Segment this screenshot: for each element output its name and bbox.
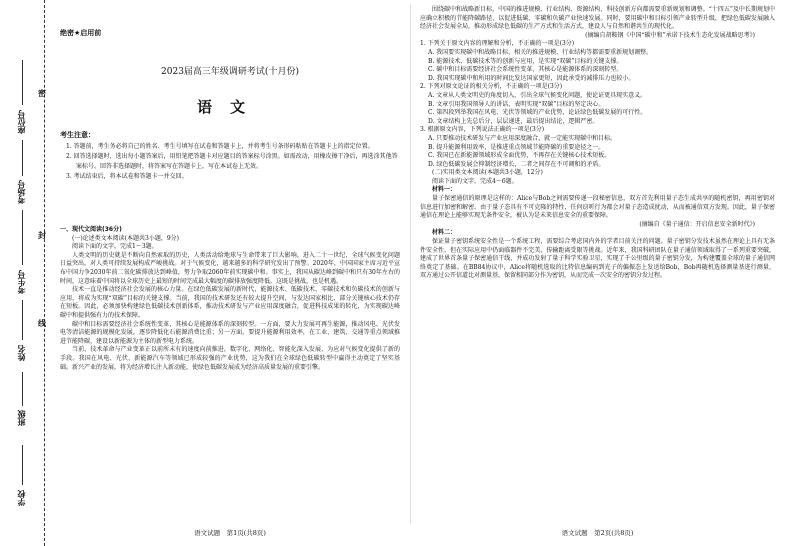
section-one [60, 226, 400, 372]
material-heading: 材料二： [432, 229, 457, 237]
section-heading: 一、现代文阅读(36分) [60, 226, 122, 233]
question-option: A. 只要推动技术研发与产业应用深度融合，就一定能实现碳中和目标。 [428, 134, 617, 142]
notice-heading: 考生注意： [60, 131, 95, 139]
material-paragraph: 保证量子密钥系统安全性是一个系统工程，需要综合考虑国内外的学者目前关注的问题。量子密钥分发技术虽然在理论上具有无条件安全性，但在实际应用中仍面临器件不完美、传输距离受限等挑战。近年来，我国科研团队在量子通信领域取得了一系列重要突破，建成了世界首条量子保密通信干线，并成功发射了量子科学实验卫星，实现了千公里级的量子密钥分发，为构建覆盖全球的量子通信网络奠定了基础。在BB84协议中，Alice将随机选取的比特信息编码到光子的偏振态上发送给Bob，Bob再随机选择测量基进行测量，双方通过公开信道比对测量基，保留相同部分作为密钥，从而完成一次安全的密钥分发过程。 [420, 238, 775, 280]
question-option: C. 碳中和目标需要经济社会系统性变革，其核心是能源体系的深刻转型。 [428, 66, 623, 74]
question-option: D. 绿色低碳发展会抑制经济增长，二者之间存在不可调和的矛盾。 [428, 160, 605, 168]
passage-paragraph: 人类文明的历史就是不断向自然索取的历史，人类活动给地球与生命带来了巨大影响。进入二十一世纪，全球气候变化问题日益突出，对人类可持续发展构成严峻挑战。对于气候变化，越来越多的科学研究发出了预警。2020年，中国国家主席习近平宣布中国力争2030年前二氧化碳排放达到峰值，努力争取2060年前实现碳中和。事实上，我国从碳达峰到碳中和只有30年左右的时间，这意味着中国将以全球历史上最短的时间完成最大幅度的碳排放强度降低。这既是挑战，也是机遇。 [60, 251, 400, 285]
page-divider [410, 4, 411, 524]
school-label: 学校 [17, 490, 26, 506]
name-label: 姓名 [17, 345, 26, 361]
subsection-heading: (一)论述类文本阅读(本题共3小题，9分) [72, 234, 179, 242]
notice-item: 3. 考试结束后，将本试卷和答题卡一并交回。 [66, 173, 188, 180]
reading-instruction: 阅读下面的文字，完成4～6题。 [432, 177, 518, 185]
page-footer-right: 语文试题 第2页(共8页) [561, 529, 634, 537]
notice-item: 1. 答题前，考生务必将自己的姓名、考生号填写在试卷和答题卡上，并将考生号条形码粘贴在答题卡上的指定位置。 [66, 143, 374, 150]
question-stem: 3. 根据原文内容，下列说法正确的一项是(3分) [420, 126, 545, 134]
class-label: 班级 [17, 410, 26, 426]
seal-char-xian: 线 [38, 319, 46, 328]
seat-label: 座位号 [17, 110, 26, 134]
left-page [60, 0, 400, 546]
question-option: D. 我国实现碳中和所用的时间比发达国家更短，因此承受的减排压力也较小。 [428, 74, 635, 82]
passage-paragraph: 当前，技术革命与产业变革正以前所未有的速度向前推进，数字化、网络化、智能化深入发展，为应对气候变化提供了新的手段。我国在风电、光伏、新能源汽车等领域已形成较强的产业优势，这为我们在全球绿色低碳转型中赢得主动奠定了坚实基础。新兴产业的发展，将为经济增长注入新动能，使绿色低碳发展成为经济高质量发展的重要引擎。 [60, 346, 400, 371]
question-option: B. 能源技术、低碳技术等的创新与应用，是实现“双碳”目标的关键支撑。 [428, 57, 623, 65]
passage-paragraph: 围绕碳中和战略新目标，中国的推进规模、行业结构、资源结构、科技创新方向都需要重新规划和调整。“十四五”及中长期规划中应确立积极的节能降碳路径，以促进低碳、零碳和负碳产业快速发展。同时，要用碳中和目标引领产业转型升级，把绿色低碳发展融入经济社会发展全局，推动形成绿色低碳的生产方式和生活方式，建设人与自然和谐共生的现代化。 [420, 6, 775, 31]
notice-item: 2. 回答选择题时，选出每小题答案后，用铅笔把答题卡对应题目的答案标号涂黑。如需改动，用橡皮擦干净后，再选涂其他答案标号。回答非选择题时，将答案写在答题卡上。写在本试卷上无效。 [66, 153, 398, 170]
subsection-heading: (二)实用类文本阅读(本题共3小题，12分) [432, 169, 543, 177]
exam-no-blank [22, 210, 23, 265]
passage-source: (摘编自胡鞍钢《中国“碳中和”承诺下技术生态化发展战略思考》) [585, 31, 755, 39]
question-option: B. 文章引用我国领导人的讲话，表明实现“双碳”目标的坚定决心。 [428, 100, 605, 108]
seat-blank [22, 60, 23, 105]
question-stem: 1. 下列关于原文内容的理解和分析，不正确的一项是(3分) [420, 40, 575, 48]
seal-char-mi: 密 [38, 89, 46, 98]
passage-paragraph: 碳中和目标需要经济社会系统性变革，其核心是能源体系的深刻转型。一方面，要大力发展可再生能源，推动风电、光伏发电等清洁能源的规模化发展，逐步降低化石能源消费比重；另一方面，要提升能源利用效率，在工业、建筑、交通等重点领域推进节能降碳，建设以新能源为主体的新型电力系统。 [60, 320, 400, 345]
page-footer-left: 语文试题 第1页(共8页) [194, 529, 266, 537]
material-heading: 材料一： [432, 186, 457, 194]
question-option: C. 我国已在新能源领域形成全面优势，不再存在关键核心技术短板。 [428, 152, 611, 160]
question-option: C. 第四段列举我国在风电、光伏等领域的产业优势，论证绿色低碳发展的可行性。 [428, 109, 647, 117]
reading-instruction: 阅读下面的文字，完成1～3题。 [72, 243, 158, 251]
class-blank [22, 372, 23, 406]
right-content [420, 6, 775, 281]
exam-no-label: 考生号 [17, 270, 26, 294]
school-blank [22, 445, 23, 485]
name-blank [22, 300, 23, 340]
material-source: (摘编自《量子通信：开启信息安全新时代》) [639, 220, 755, 228]
binding-strip [0, 0, 45, 546]
question-option: A. 我国要实现碳中和战略目标，相关的推进规模、行业结构等都需要重新规划调整。 [428, 48, 653, 56]
passage-paragraph: 技术一直是推动经济社会发展的核心力量。在绿色低碳发展的新时代，能源技术、低碳技术、零碳技术和负碳技术的创新与应用，将成为实现“双碳”目标的关键支撑。当前，我国的技术研发还有较大提升空间，与发达国家相比，部分关键核心技术仍存在短板。因此，必须加快构建绿色低碳技术创新体系，推动技术研发与产业应用深度融合，促进科技成果的转化，为实现碳达峰碳中和提供强有力的技术保障。 [60, 286, 400, 319]
question-option: A. 文章从人类文明史的角度切入，引出全球气候变化问题，使论证更具现实意义。 [428, 91, 647, 99]
secret-mark: 绝密★启用前 [60, 29, 102, 37]
room-blank [22, 140, 23, 176]
notice-list [66, 142, 400, 182]
question-stem: 2. 下列对原文论证的相关分析，不正确的一项是(3分) [420, 83, 563, 91]
right-page [420, 0, 775, 546]
question-option: B. 提升能源利用效率，是推进重点领域节能降碳的重要途径之一。 [428, 143, 605, 151]
room-label: 考场号 [17, 180, 26, 204]
subject-title: 语文 [196, 98, 263, 116]
exam-title: 2023届高三年级调研考试(十月份) [161, 67, 299, 77]
material-paragraph: 量子保密通信的原理是这样的：Alice与Bob之间需要传递一段秘密信息，双方首先利用量子态生成共享的随机密钥，再用密钥对信息进行加密和解密。由于量子态具有不可克隆的特性，任何窃听行为都会对量子态造成扰动，从而被通信双方发现。因此，量子保密通信在理论上能够实现无条件安全，被认为是未来信息安全的重要保障。 [420, 195, 775, 220]
seal-char-feng: 封 [38, 231, 46, 240]
question-option: D. 文章结构上先总后分，层层递进，最后提出结论，逻辑严密。 [428, 117, 599, 125]
